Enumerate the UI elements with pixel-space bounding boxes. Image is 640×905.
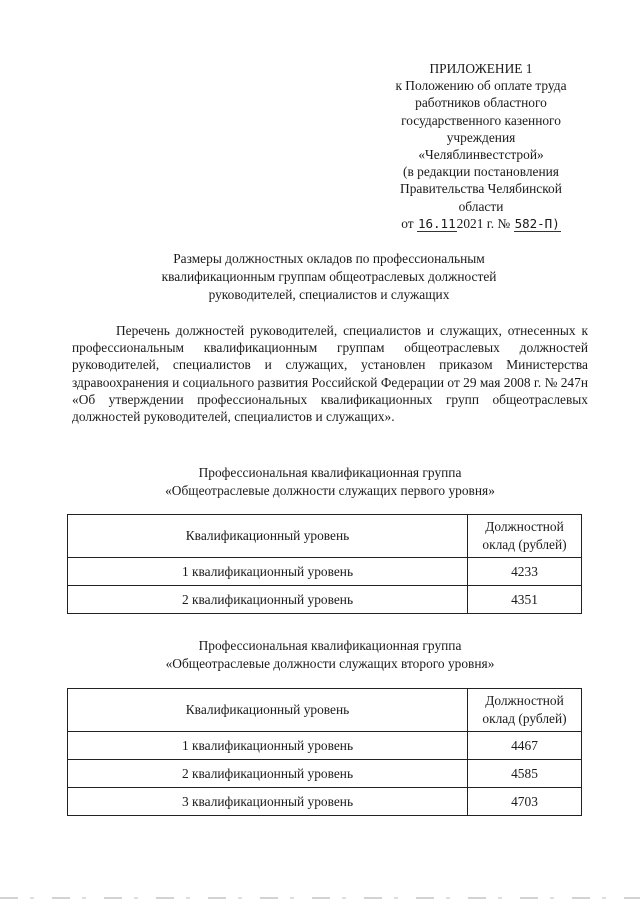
appendix-line: государственного казенного bbox=[401, 112, 561, 128]
salary-table-first-level bbox=[67, 514, 582, 614]
appendix-line: области bbox=[458, 198, 504, 214]
salary-cell: 4585 bbox=[468, 760, 582, 788]
appendix-date-line bbox=[372, 215, 590, 232]
table-header-row bbox=[68, 515, 582, 558]
table-row bbox=[68, 586, 582, 614]
salary-cell: 4467 bbox=[468, 732, 582, 760]
appendix-line: учреждения bbox=[446, 129, 516, 145]
level-cell: 1 квалификационный уровень bbox=[68, 558, 468, 586]
title-line: квалификационным группам общеотраслевых должностей bbox=[161, 269, 497, 284]
group-title-line: «Общеотраслевые должности служащих первого уровня» bbox=[165, 482, 495, 498]
group-title-line: Профессиональная квалификационная группа bbox=[198, 465, 462, 480]
document-title bbox=[100, 250, 558, 304]
date-prefix: от bbox=[401, 215, 414, 231]
handwritten-date: 16.11 bbox=[417, 215, 456, 231]
table-row bbox=[68, 558, 582, 586]
appendix-line: «Челяблинвестстрой» bbox=[418, 147, 544, 163]
group-title-second-level bbox=[90, 637, 570, 672]
appendix-line: Правительства Челябинской bbox=[400, 181, 562, 197]
salary-cell: 4351 bbox=[468, 586, 582, 614]
group-title-line: Профессиональная квалификационная группа bbox=[198, 638, 462, 653]
appendix-heading bbox=[372, 60, 590, 232]
header-salary-line: оклад (рублей) bbox=[482, 537, 567, 552]
title-line: Размеры должностных окладов по профессиональным bbox=[173, 251, 485, 266]
date-suffix: 2021 г. № bbox=[456, 215, 511, 231]
header-salary bbox=[468, 515, 582, 558]
level-cell: 1 квалификационный уровень bbox=[68, 732, 468, 760]
table-row bbox=[68, 788, 582, 816]
header-level: Квалификационный уровень bbox=[68, 689, 468, 732]
header-salary-line: оклад (рублей) bbox=[482, 711, 567, 726]
salary-table-second-level bbox=[67, 688, 582, 816]
table-row bbox=[68, 760, 582, 788]
header-salary-line: Должностной bbox=[485, 519, 564, 534]
level-cell: 2 квалификационный уровень bbox=[68, 586, 468, 614]
intro-section bbox=[72, 322, 588, 425]
intro-paragraph: Перечень должностей руководителей, специалистов и служащих, отнесенных к профессиональным квалификационным группам общеотраслевых должностей руководителей, специалистов и служащих, установлен приказом Министерства здравоохранения и социального развития Российской Федерации от 29 мая 2008 г. № 247н «Об утверждении профессиональных квалификационных групп общеотраслевых должностей руководителей, специалистов и служащих». bbox=[72, 323, 588, 425]
header-salary bbox=[468, 689, 582, 732]
header-salary-line: Должностной bbox=[485, 693, 564, 708]
group-title-line: «Общеотраслевые должности служащих второго уровня» bbox=[165, 655, 495, 671]
level-cell: 3 квалификационный уровень bbox=[68, 788, 468, 816]
header-level: Квалификационный уровень bbox=[68, 515, 468, 558]
salary-cell: 4233 bbox=[468, 558, 582, 586]
handwritten-number: 582-П) bbox=[514, 215, 560, 231]
table-row bbox=[68, 732, 582, 760]
appendix-line: работников областного bbox=[415, 95, 547, 111]
group-title-first-level bbox=[90, 464, 570, 499]
salary-cell: 4703 bbox=[468, 788, 582, 816]
appendix-line: к Положению об оплате труда bbox=[395, 78, 567, 94]
table-header-row bbox=[68, 689, 582, 732]
scan-edge-artifact bbox=[0, 897, 640, 899]
appendix-line: ПРИЛОЖЕНИЕ 1 bbox=[429, 61, 533, 76]
level-cell: 2 квалификационный уровень bbox=[68, 760, 468, 788]
title-line: руководителей, специалистов и служащих bbox=[208, 287, 450, 302]
appendix-line: (в редакции постановления bbox=[403, 164, 559, 180]
